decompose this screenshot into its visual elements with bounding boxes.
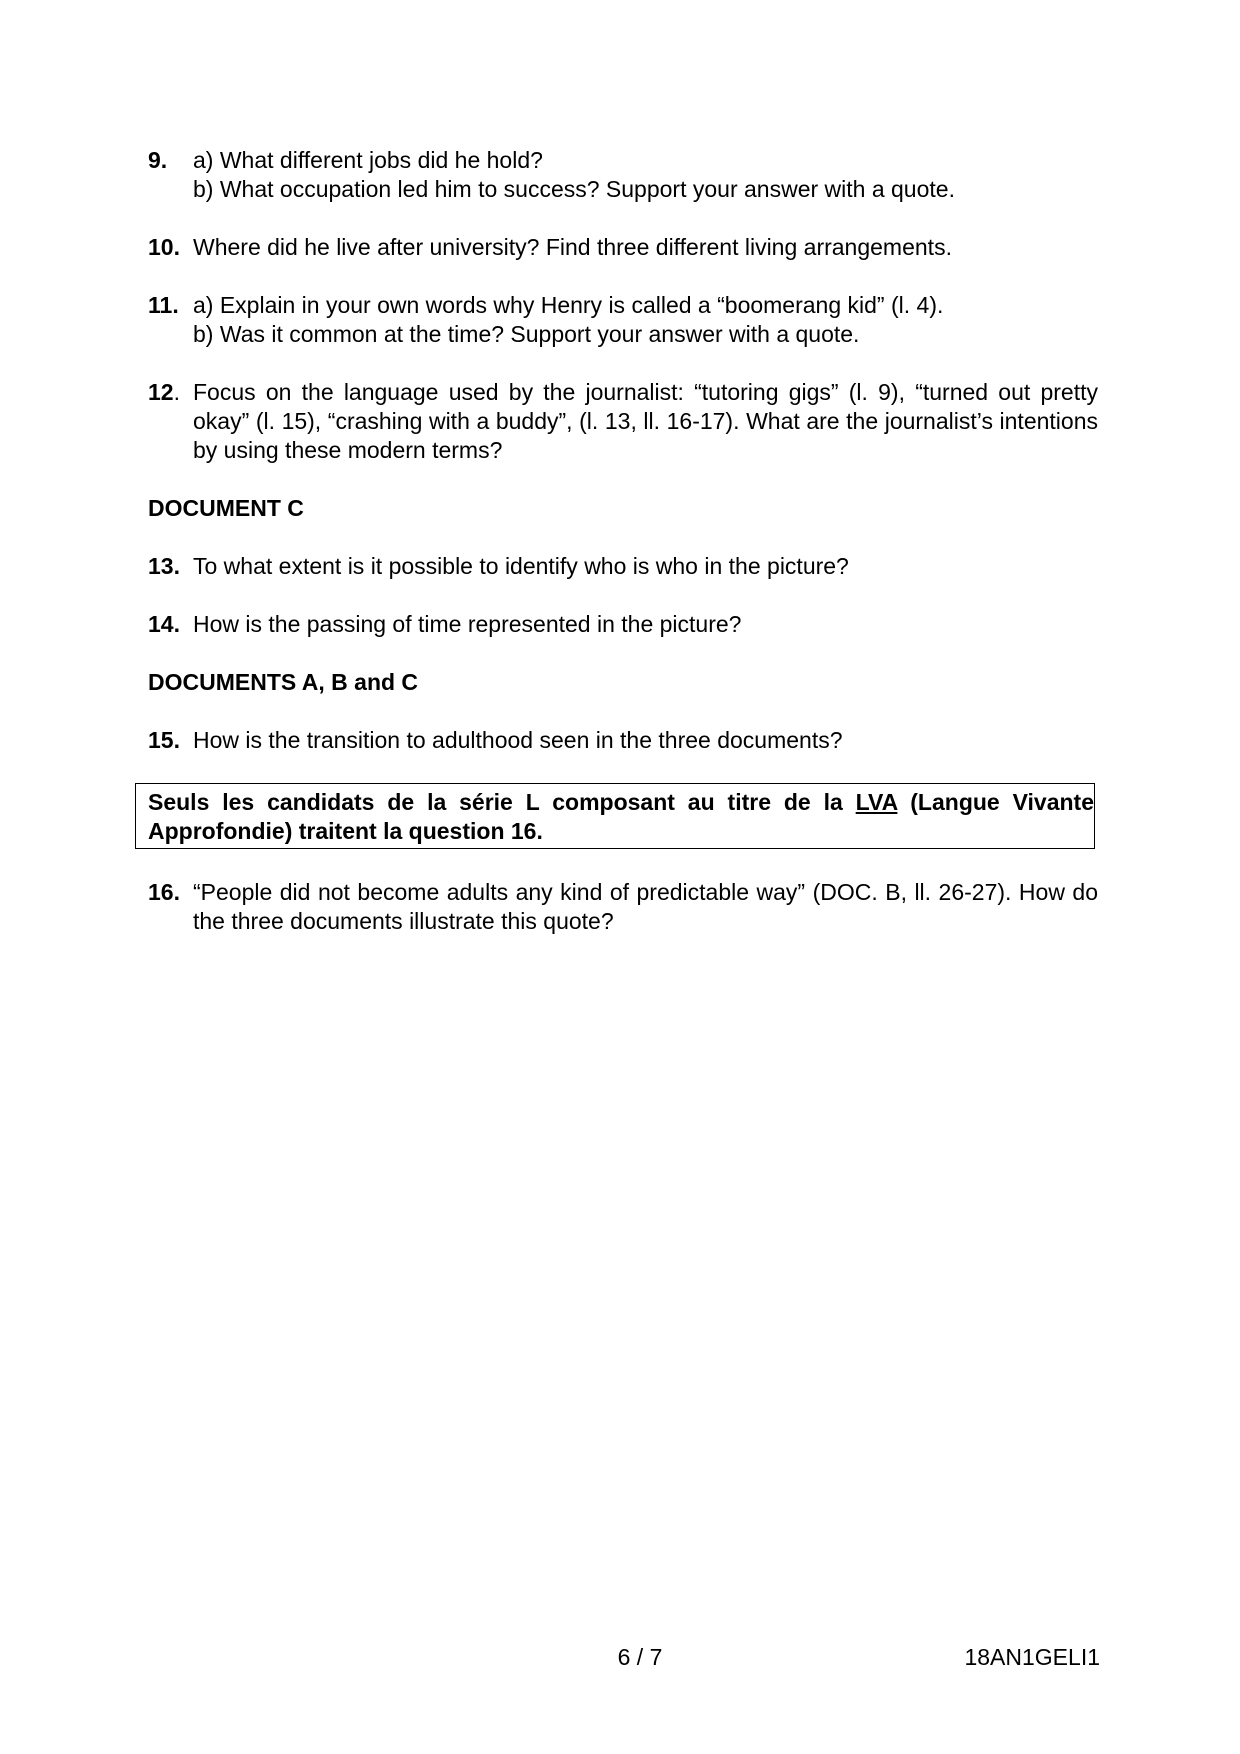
question-12 [148,378,1098,465]
exam-code: 18AN1GELI1 [964,1644,1100,1670]
notice-lva-underlined: LVA [855,789,898,815]
page-number: 6 / 7 [617,1644,663,1670]
question-text: Where did he live after university? Find three different living arrangements. [193,234,952,260]
question-number-dot: . [173,379,180,405]
question-text: Focus on the language used by the journalist: “tutoring gigs” (l. 9), “turned out pretty okay” (l. 15), “crashing with a buddy”, (l. 13, ll. 16-17). What are the journalist’s intentions by using these modern terms? [193,379,1098,463]
question-number: 11. [148,292,179,318]
section-heading-documents-abc: DOCUMENTS A, B and C [148,669,419,695]
question-text: How is the transition to adulthood seen in the three documents? [193,727,843,753]
question-part-b: b) Was it common at the time? Support your answer with a quote. [193,321,860,347]
question-part-a: a) What different jobs did he hold? [193,147,543,173]
question-text: How is the passing of time represented in the picture? [193,611,742,637]
lva-notice-box [135,783,1095,849]
question-part-a: a) Explain in your own words why Henry is called a “boomerang kid” (l. 4). [193,292,944,318]
question-number: 16. [148,879,180,905]
question-16 [148,878,1098,936]
question-number: 15. [148,727,180,753]
question-9 [148,146,1098,204]
question-number: 10. [148,234,180,260]
question-text: To what extent is it possible to identify who is who in the picture? [193,553,849,579]
question-part-b: b) What occupation led him to success? Support your answer with a quote. [193,176,955,202]
notice-text-before: Seuls les candidats de la série L composant au titre de la [148,789,856,815]
question-number: 14. [148,611,180,637]
questions-content [148,146,1098,965]
question-13 [148,552,1098,581]
question-15 [148,726,1098,755]
section-heading-document-c: DOCUMENT C [148,495,304,521]
question-11 [148,291,1098,349]
question-text: “People did not become adults any kind of predictable way” (DOC. B, ll. 26-27). How do the three documents illustrate this quote? [193,879,1098,934]
question-number [148,378,180,407]
question-number: 9. [148,147,168,173]
question-number-digits: 12 [148,379,174,405]
question-14 [148,610,1098,639]
question-10 [148,233,1098,262]
question-number: 13. [148,553,180,579]
notice-text-after: (Langue Vivante Approfondie) traitent la question 16. [148,789,1094,844]
